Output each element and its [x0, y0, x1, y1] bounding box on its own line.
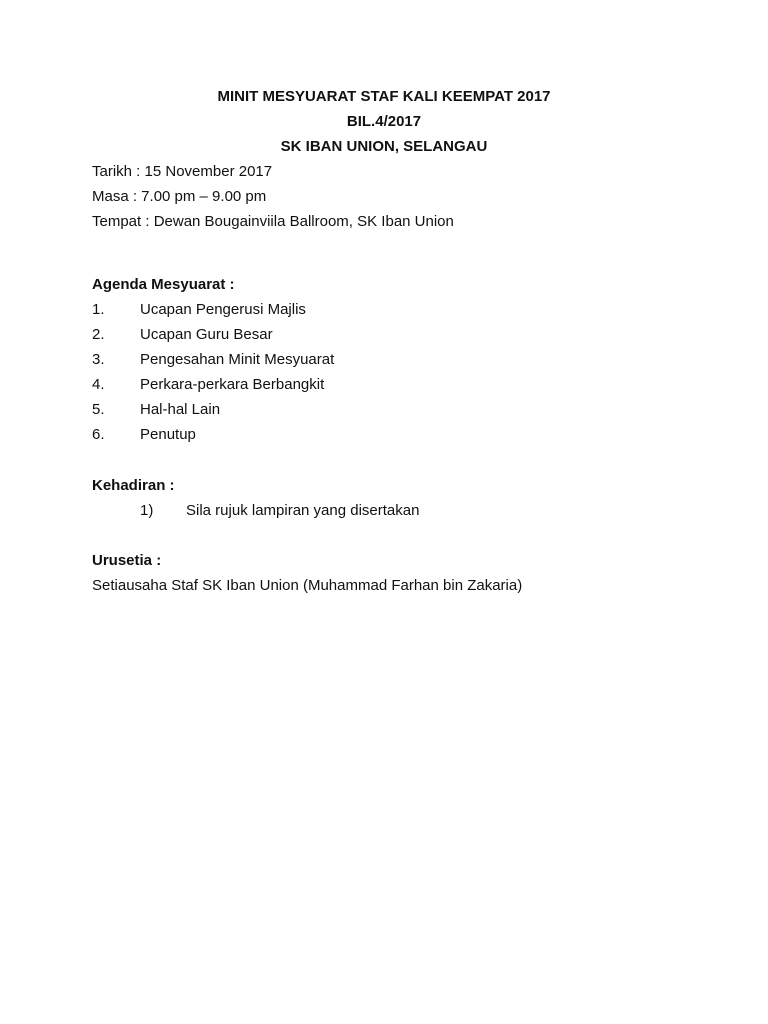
list-item-text: Pengesahan Minit Mesyuarat	[140, 351, 335, 368]
secretariat-heading: Urusetia :	[92, 552, 162, 569]
list-item-text: Perkara-perkara Berbangkit	[140, 376, 325, 393]
meeting-date: Tarikh : 15 November 2017	[92, 163, 273, 180]
agenda-heading: Agenda Mesyuarat :	[92, 276, 235, 293]
school-name: SK IBAN UNION, SELANGAU	[280, 138, 488, 155]
list-item-number: 1.	[92, 301, 105, 318]
list-item-text: Ucapan Guru Besar	[140, 326, 273, 343]
document-title: MINIT MESYUARAT STAF KALI KEEMPAT 2017	[217, 88, 551, 105]
meeting-time: Masa : 7.00 pm – 9.00 pm	[92, 188, 267, 205]
list-item-number: 6.	[92, 426, 105, 443]
attendance-heading: Kehadiran :	[92, 477, 175, 494]
list-item-number: 2.	[92, 326, 105, 343]
list-item-number: 3.	[92, 351, 105, 368]
list-item-number: 1)	[140, 502, 154, 519]
meeting-place: Tempat : Dewan Bougainviila Ballroom, SK Iban Union	[92, 213, 454, 230]
list-item-text: Sila rujuk lampiran yang disertakan	[186, 502, 420, 519]
secretariat-text: Setiausaha Staf SK Iban Union (Muhammad Farhan bin Zakaria)	[92, 577, 523, 594]
document-number: BIL.4/2017	[346, 113, 422, 130]
list-item-text: Hal-hal Lain	[140, 401, 221, 418]
list-item-number: 5.	[92, 401, 105, 418]
list-item-text: Ucapan Pengerusi Majlis	[140, 301, 306, 318]
list-item-number: 4.	[92, 376, 105, 393]
list-item-text: Penutup	[140, 426, 196, 443]
